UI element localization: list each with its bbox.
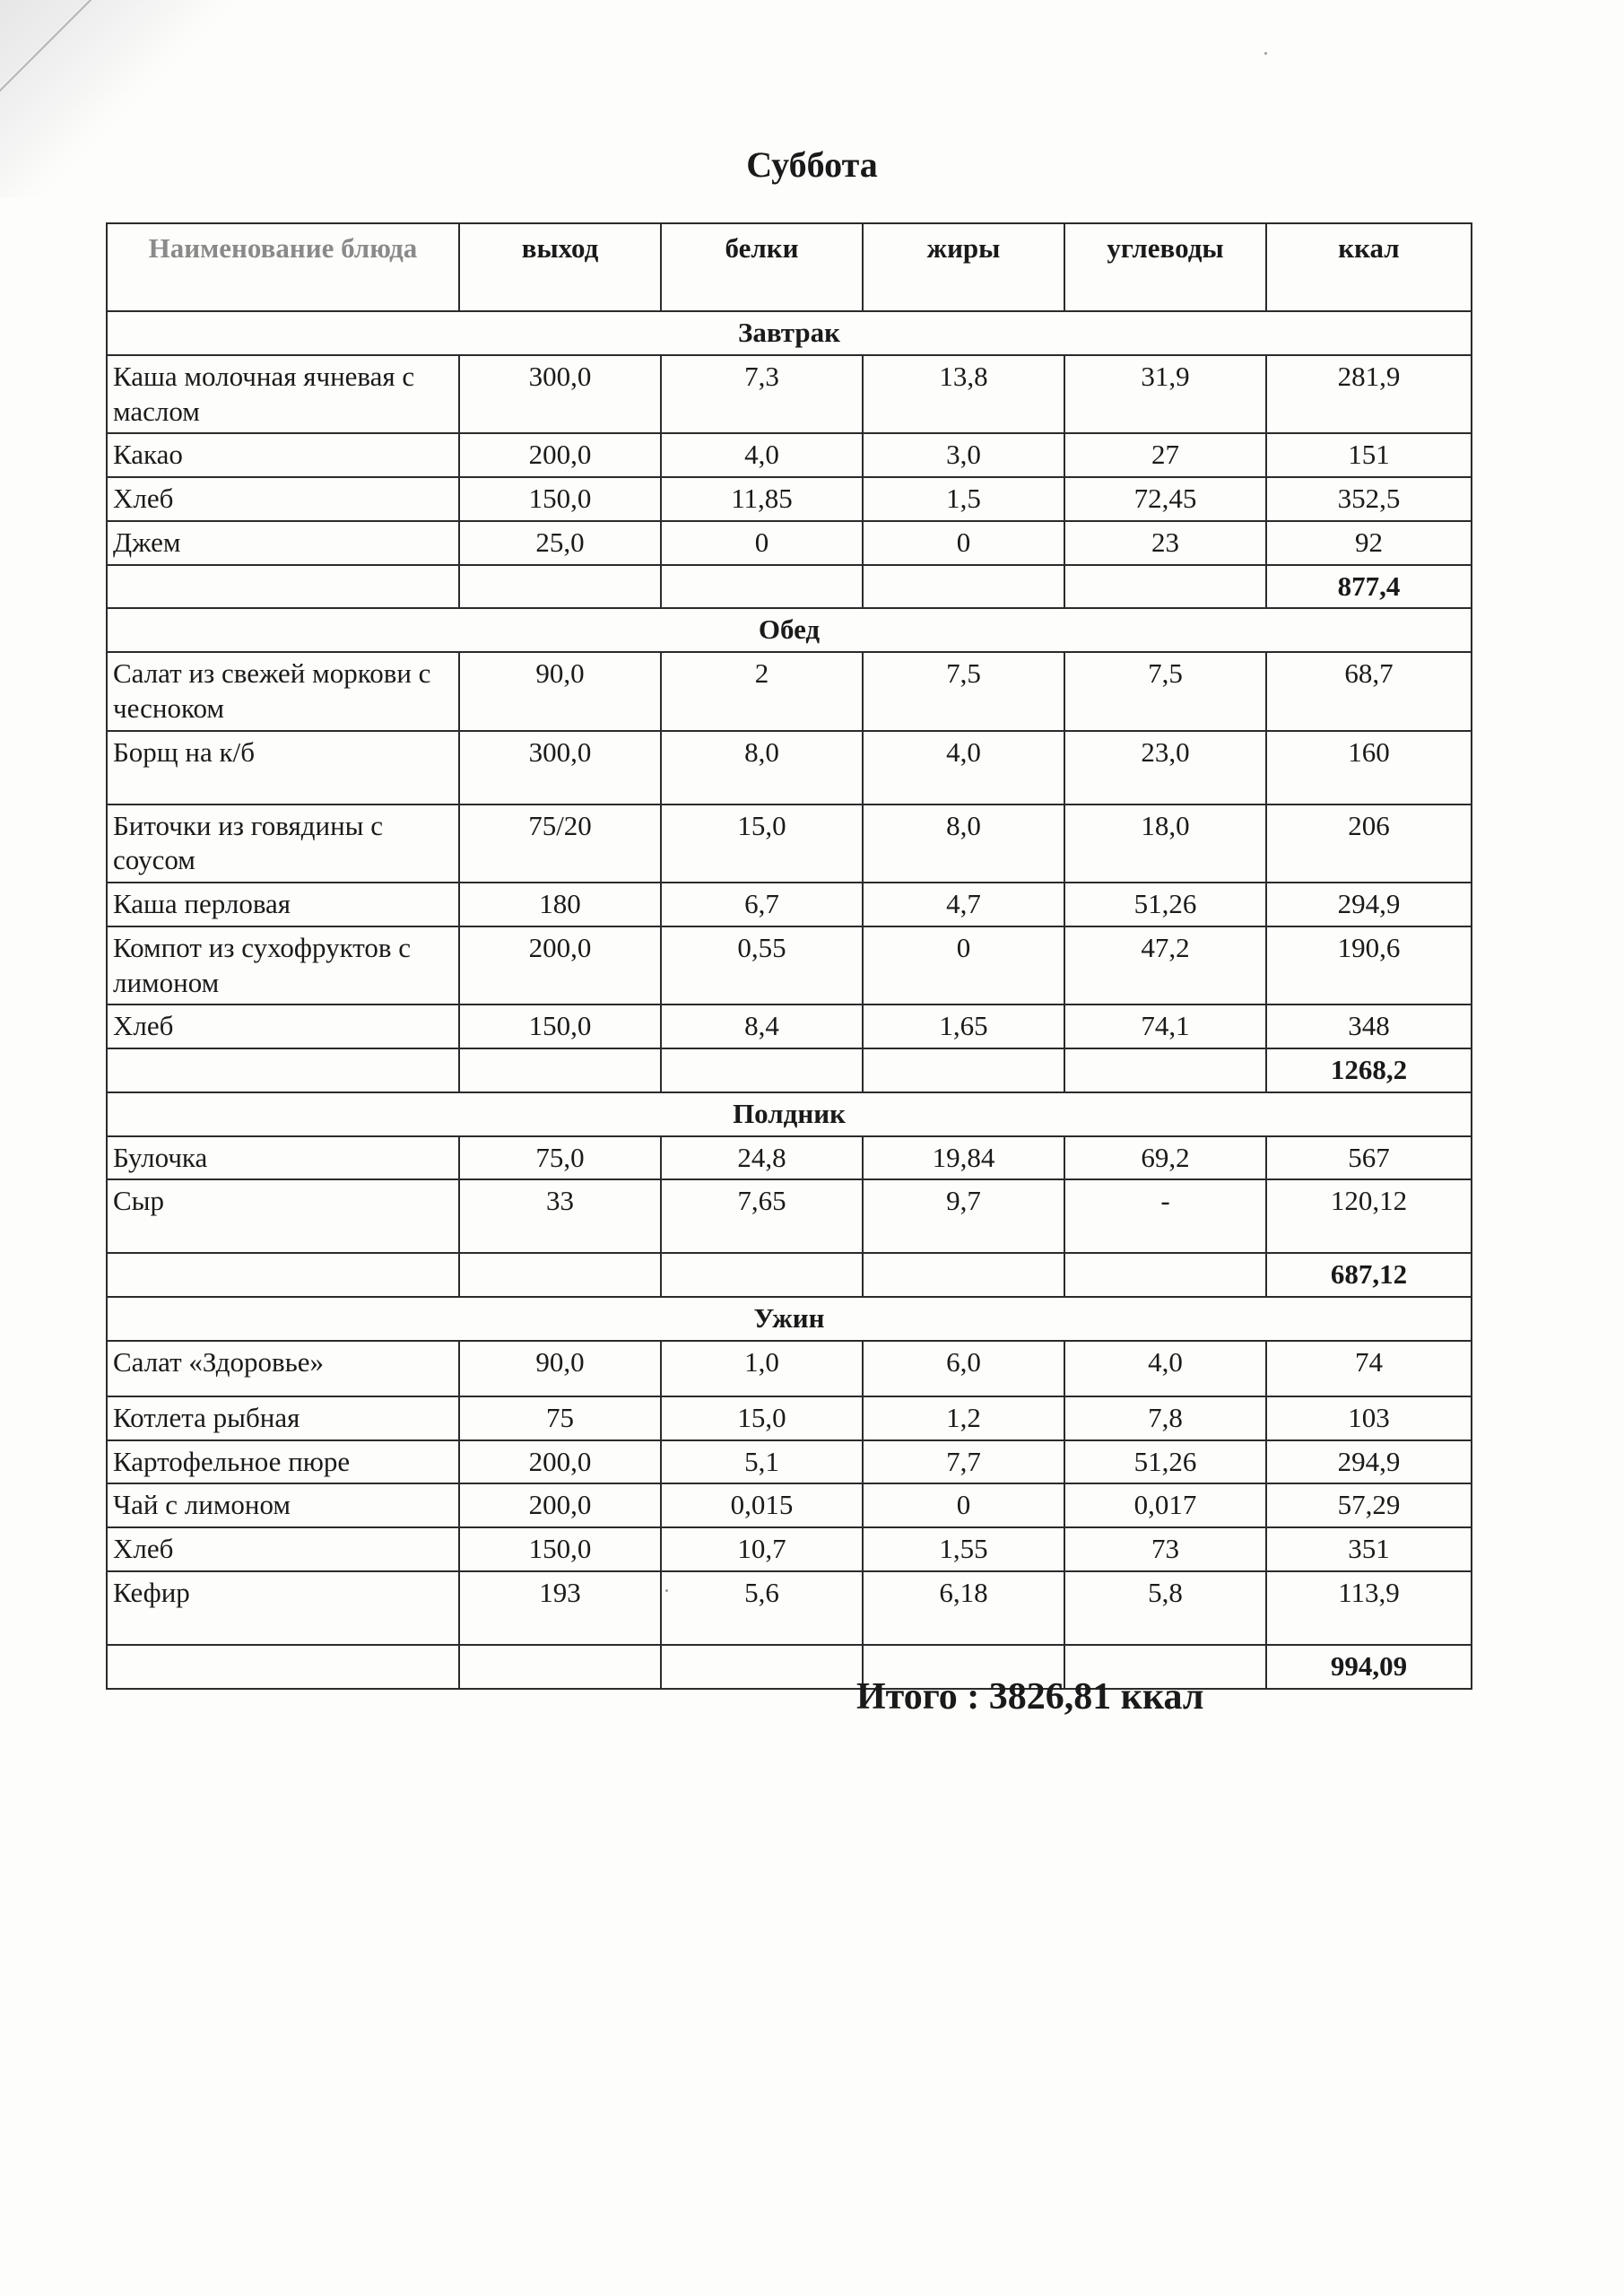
cell-kcal: 190,6 bbox=[1266, 926, 1472, 1005]
empty-cell bbox=[661, 1645, 863, 1689]
scan-speck bbox=[665, 1589, 668, 1592]
cell-fat: 13,8 bbox=[863, 355, 1064, 434]
table-row bbox=[107, 731, 1472, 804]
table-row bbox=[107, 1341, 1472, 1396]
section-title: Завтрак bbox=[107, 311, 1472, 355]
cell-fat: 7,7 bbox=[863, 1440, 1064, 1484]
cell-kcal: 113,9 bbox=[1266, 1571, 1472, 1645]
cell-fat: 4,0 bbox=[863, 731, 1064, 804]
cell-protein: 7,3 bbox=[661, 355, 863, 434]
cell-kcal: 120,12 bbox=[1266, 1179, 1472, 1253]
cell-dish-name: Котлета рыбная bbox=[107, 1396, 459, 1440]
cell-fat: 4,7 bbox=[863, 883, 1064, 926]
cell-carbs: 23 bbox=[1064, 521, 1266, 565]
scan-speck bbox=[1264, 52, 1267, 55]
header-kcal: ккал bbox=[1266, 223, 1472, 311]
empty-cell bbox=[863, 565, 1064, 609]
section-total-kcal: 994,09 bbox=[1266, 1645, 1472, 1689]
header-protein: белки bbox=[661, 223, 863, 311]
cell-carbs: 0,017 bbox=[1064, 1483, 1266, 1527]
cell-kcal: 74 bbox=[1266, 1341, 1472, 1396]
cell-yield: 300,0 bbox=[459, 355, 661, 434]
cell-fat: 19,84 bbox=[863, 1136, 1064, 1180]
cell-carbs: 74,1 bbox=[1064, 1004, 1266, 1048]
cell-yield: 75,0 bbox=[459, 1136, 661, 1180]
empty-cell bbox=[107, 1645, 459, 1689]
section-row bbox=[107, 1092, 1472, 1136]
cell-carbs: 72,45 bbox=[1064, 477, 1266, 521]
header-fat: жиры bbox=[863, 223, 1064, 311]
cell-carbs: 23,0 bbox=[1064, 731, 1266, 804]
cell-yield: 300,0 bbox=[459, 731, 661, 804]
table-body bbox=[107, 311, 1472, 1689]
page-title: Суббота bbox=[746, 144, 878, 185]
cell-protein: 5,1 bbox=[661, 1440, 863, 1484]
cell-dish-name: Картофельное пюре bbox=[107, 1440, 459, 1484]
cell-protein: 6,7 bbox=[661, 883, 863, 926]
cell-fat: 0 bbox=[863, 521, 1064, 565]
cell-yield: 90,0 bbox=[459, 1341, 661, 1396]
section-total-row bbox=[107, 565, 1472, 609]
cell-dish-name: Каша молочная ячневая с маслом bbox=[107, 355, 459, 434]
empty-cell bbox=[107, 565, 459, 609]
section-title: Ужин bbox=[107, 1297, 1472, 1341]
cell-dish-name: Какао bbox=[107, 433, 459, 477]
empty-cell bbox=[863, 1048, 1064, 1092]
header-dish-name: Наименование блюда bbox=[107, 223, 459, 311]
cell-yield: 200,0 bbox=[459, 926, 661, 1005]
cell-protein: 24,8 bbox=[661, 1136, 863, 1180]
grand-total: Итого : 3826,81 ккал bbox=[856, 1676, 1204, 1718]
cell-dish-name: Кефир bbox=[107, 1571, 459, 1645]
cell-protein: 0,015 bbox=[661, 1483, 863, 1527]
cell-dish-name: Салат «Здоровье» bbox=[107, 1341, 459, 1396]
cell-fat: 1,65 bbox=[863, 1004, 1064, 1048]
cell-dish-name: Компот из сухофруктов с лимоном bbox=[107, 926, 459, 1005]
cell-yield: 150,0 bbox=[459, 1004, 661, 1048]
cell-kcal: 348 bbox=[1266, 1004, 1472, 1048]
cell-fat: 1,5 bbox=[863, 477, 1064, 521]
section-total-kcal: 877,4 bbox=[1266, 565, 1472, 609]
cell-yield: 200,0 bbox=[459, 1483, 661, 1527]
table-row bbox=[107, 1571, 1472, 1645]
cell-protein: 4,0 bbox=[661, 433, 863, 477]
section-total-kcal: 1268,2 bbox=[1266, 1048, 1472, 1092]
cell-carbs: 27 bbox=[1064, 433, 1266, 477]
cell-carbs: 73 bbox=[1064, 1527, 1266, 1571]
cell-carbs: 47,2 bbox=[1064, 926, 1266, 1005]
cell-kcal: 151 bbox=[1266, 433, 1472, 477]
cell-protein: 15,0 bbox=[661, 804, 863, 883]
cell-dish-name: Сыр bbox=[107, 1179, 459, 1253]
cell-protein: 2 bbox=[661, 652, 863, 731]
table-row bbox=[107, 1004, 1472, 1048]
section-total-kcal: 687,12 bbox=[1266, 1253, 1472, 1297]
cell-protein: 11,85 bbox=[661, 477, 863, 521]
cell-kcal: 206 bbox=[1266, 804, 1472, 883]
cell-dish-name: Салат из свежей моркови с чесноком bbox=[107, 652, 459, 731]
cell-kcal: 281,9 bbox=[1266, 355, 1472, 434]
cell-yield: 90,0 bbox=[459, 652, 661, 731]
cell-protein: 1,0 bbox=[661, 1341, 863, 1396]
empty-cell bbox=[459, 1048, 661, 1092]
section-row bbox=[107, 1297, 1472, 1341]
cell-fat: 9,7 bbox=[863, 1179, 1064, 1253]
cell-dish-name: Хлеб bbox=[107, 1527, 459, 1571]
cell-kcal: 294,9 bbox=[1266, 1440, 1472, 1484]
section-row bbox=[107, 608, 1472, 652]
cell-protein: 8,0 bbox=[661, 731, 863, 804]
table-row bbox=[107, 1483, 1472, 1527]
cell-kcal: 68,7 bbox=[1266, 652, 1472, 731]
cell-carbs: 7,5 bbox=[1064, 652, 1266, 731]
cell-fat: 0 bbox=[863, 1483, 1064, 1527]
table-row bbox=[107, 652, 1472, 731]
empty-cell bbox=[661, 565, 863, 609]
table-row bbox=[107, 883, 1472, 926]
empty-cell bbox=[459, 1645, 661, 1689]
cell-dish-name: Биточки из говядины с соусом bbox=[107, 804, 459, 883]
cell-protein: 0 bbox=[661, 521, 863, 565]
table-row bbox=[107, 1179, 1472, 1253]
cell-carbs: 4,0 bbox=[1064, 1341, 1266, 1396]
empty-cell bbox=[107, 1048, 459, 1092]
cell-fat: 1,55 bbox=[863, 1527, 1064, 1571]
section-title: Полдник bbox=[107, 1092, 1472, 1136]
cell-protein: 0,55 bbox=[661, 926, 863, 1005]
cell-protein: 7,65 bbox=[661, 1179, 863, 1253]
section-title: Обед bbox=[107, 608, 1472, 652]
cell-dish-name: Хлеб bbox=[107, 477, 459, 521]
cell-kcal: 294,9 bbox=[1266, 883, 1472, 926]
cell-fat: 6,0 bbox=[863, 1341, 1064, 1396]
cell-yield: 75 bbox=[459, 1396, 661, 1440]
empty-cell bbox=[661, 1048, 863, 1092]
cell-yield: 200,0 bbox=[459, 1440, 661, 1484]
cell-dish-name: Булочка bbox=[107, 1136, 459, 1180]
section-row bbox=[107, 311, 1472, 355]
cell-carbs: - bbox=[1064, 1179, 1266, 1253]
nutrition-table bbox=[106, 222, 1472, 1690]
cell-fat: 6,18 bbox=[863, 1571, 1064, 1645]
table-row bbox=[107, 1136, 1472, 1180]
cell-carbs: 7,8 bbox=[1064, 1396, 1266, 1440]
cell-protein: 15,0 bbox=[661, 1396, 863, 1440]
cell-kcal: 92 bbox=[1266, 521, 1472, 565]
table-row bbox=[107, 1527, 1472, 1571]
cell-dish-name: Хлеб bbox=[107, 1004, 459, 1048]
table-header-row bbox=[107, 223, 1472, 311]
table-row bbox=[107, 1440, 1472, 1484]
cell-fat: 8,0 bbox=[863, 804, 1064, 883]
cell-carbs: 18,0 bbox=[1064, 804, 1266, 883]
cell-kcal: 103 bbox=[1266, 1396, 1472, 1440]
cell-kcal: 160 bbox=[1266, 731, 1472, 804]
table-row bbox=[107, 355, 1472, 434]
cell-kcal: 351 bbox=[1266, 1527, 1472, 1571]
cell-yield: 150,0 bbox=[459, 477, 661, 521]
section-total-row bbox=[107, 1253, 1472, 1297]
cell-yield: 200,0 bbox=[459, 433, 661, 477]
cell-yield: 33 bbox=[459, 1179, 661, 1253]
cell-yield: 75/20 bbox=[459, 804, 661, 883]
cell-fat: 7,5 bbox=[863, 652, 1064, 731]
section-total-row bbox=[107, 1645, 1472, 1689]
cell-protein: 10,7 bbox=[661, 1527, 863, 1571]
cell-carbs: 51,26 bbox=[1064, 883, 1266, 926]
section-total-row bbox=[107, 1048, 1472, 1092]
header-carbs: углеводы bbox=[1064, 223, 1266, 311]
cell-yield: 193 bbox=[459, 1571, 661, 1645]
cell-yield: 180 bbox=[459, 883, 661, 926]
cell-dish-name: Джем bbox=[107, 521, 459, 565]
table-row bbox=[107, 521, 1472, 565]
empty-cell bbox=[459, 1253, 661, 1297]
empty-cell bbox=[661, 1253, 863, 1297]
table-row bbox=[107, 1396, 1472, 1440]
cell-kcal: 352,5 bbox=[1266, 477, 1472, 521]
cell-carbs: 69,2 bbox=[1064, 1136, 1266, 1180]
cell-yield: 25,0 bbox=[459, 521, 661, 565]
table-row bbox=[107, 804, 1472, 883]
header-yield: выход bbox=[459, 223, 661, 311]
cell-carbs: 51,26 bbox=[1064, 1440, 1266, 1484]
cell-yield: 150,0 bbox=[459, 1527, 661, 1571]
cell-fat: 1,2 bbox=[863, 1396, 1064, 1440]
cell-dish-name: Борщ на к/б bbox=[107, 731, 459, 804]
cell-dish-name: Чай с лимоном bbox=[107, 1483, 459, 1527]
cell-carbs: 31,9 bbox=[1064, 355, 1266, 434]
cell-kcal: 57,29 bbox=[1266, 1483, 1472, 1527]
empty-cell bbox=[1064, 565, 1266, 609]
empty-cell bbox=[107, 1253, 459, 1297]
cell-carbs: 5,8 bbox=[1064, 1571, 1266, 1645]
cell-fat: 0 bbox=[863, 926, 1064, 1005]
cell-protein: 8,4 bbox=[661, 1004, 863, 1048]
empty-cell bbox=[863, 1253, 1064, 1297]
empty-cell bbox=[459, 565, 661, 609]
empty-cell bbox=[1064, 1048, 1266, 1092]
table-row bbox=[107, 433, 1472, 477]
cell-kcal: 567 bbox=[1266, 1136, 1472, 1180]
cell-dish-name: Каша перловая bbox=[107, 883, 459, 926]
cell-fat: 3,0 bbox=[863, 433, 1064, 477]
table-row bbox=[107, 926, 1472, 1005]
empty-cell bbox=[1064, 1253, 1266, 1297]
cell-protein: 5,6 bbox=[661, 1571, 863, 1645]
table-row bbox=[107, 477, 1472, 521]
